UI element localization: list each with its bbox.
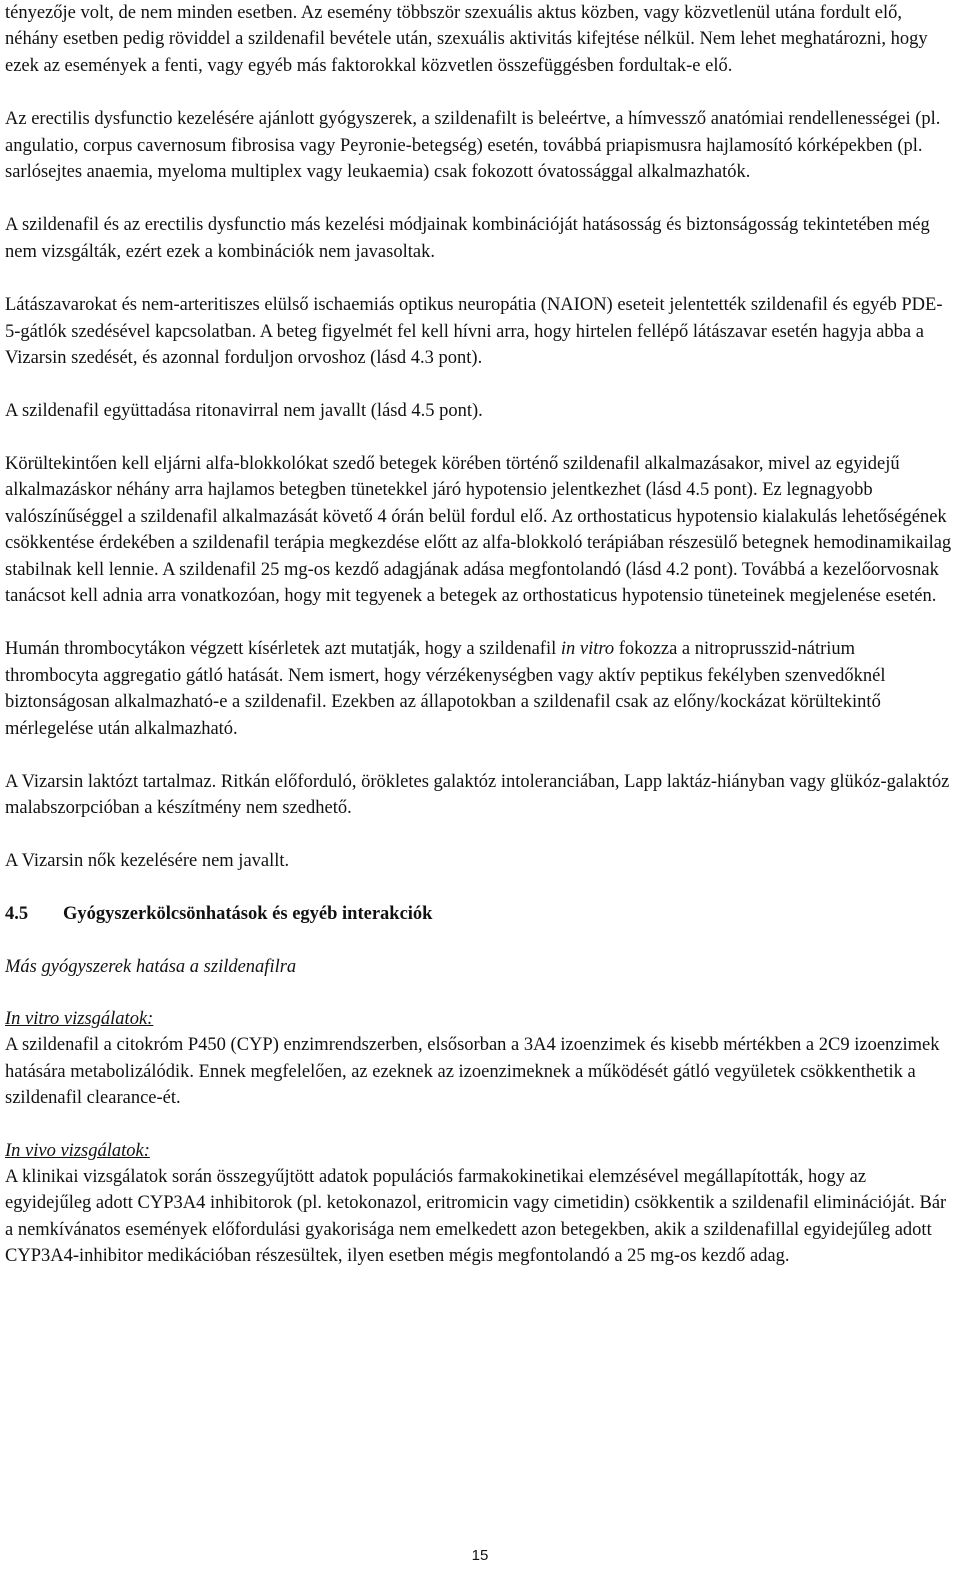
in-vivo-block (5, 1138, 953, 1270)
paragraph-alpha-blockers: Körültekintően kell eljárni alfa-blokkolókat szedő betegek körében történő szildenafil alkalmazásakor, mivel az egyidejű alkalmazáskor néhány arra hajlamos betegben tünetekkel járó hypotensio jelentkezhet (lásd 4.5 pont). Ez legnagyobb valószínűséggel a szildenafil alkalmazását követő 4 órán belül fordul elő. Az orthostaticus hypotensio kialakulás lehetőségének csökkentése érdekében a szildenafil terápia megkezdése előtt az alfa-blokkoló terápiában részesülő betegnek hemodinamikailag stabilnak kell lennie. A szildenafil 25 mg-os kezdő adagjának adása megfontolandó (lásd 4.2 pont). Továbbá a kezelőorvosnak tanácsot kell adnia arra vonatkozóan, hogy mit tegyenek a betegek az orthostaticus hypotensio tüneteinek megjelenése esetén. (5, 453, 952, 606)
section-heading (5, 901, 953, 927)
in-vitro-italic: in vitro (560, 639, 615, 660)
paragraph-thrombocytes (5, 636, 953, 742)
in-vitro-block (5, 1006, 953, 1112)
in-vivo-label: In vivo vizsgálatok: (5, 1140, 150, 1161)
paragraph-women: A Vizarsin nők kezelésére nem javallt. (5, 850, 290, 871)
paragraph-serious-events: tényezője volt, de nem minden esetben. Az esemény többször szexuális aktus közben, vagy közvetlenül utána fordult elő, néhány esetben pedig röviddel a szildenafil bevétele után, szexuális aktivitás kifejtése nélkül. Nem lehet meghatározni, hogy ezek az események a fenti, vagy egyéb más faktorokkal közvetlen összefüggésben fordultak-e elő. (5, 3, 928, 76)
in-vivo-text: A klinikai vizsgálatok során összegyűjtött adatok populációs farmakokinetikai elemzésével megállapították, hogy az egyidejűleg adott CYP3A4 inhibitorok (pl. ketokonazol, eritromicin vagy cimetidin) csökkentik a szildenafil eliminációját. Bár a nemkívánatos események előfordulási gyakorisága nem emelkedett azon betegekben, akik a szildenafillal egyidejűleg adott CYP3A4-inhibitor medikációban részesültek, ilyen esetben mégis megfontolandó a 25 mg-os kezdő adag. (5, 1167, 947, 1267)
paragraph-anatomical-caution: Az erectilis dysfunctio kezelésére ajánlott gyógyszerek, a szildenafilt is beleértve, a hímvessző anatómiai rendellenességei (pl. angulatio, corpus cavernosum fibrosisa vagy Peyronie-betegség) esetén, továbbá priapismusra hajlamosító kórképekben (pl. sarlósejtes anaemia, myeloma multiplex vagy leukaemia) csak fokozott óvatossággal alkalmazhatók. (5, 109, 941, 183)
in-vitro-label: In vitro vizsgálatok: (5, 1008, 154, 1029)
thrombocytes-text-after: fokozza a nitroprusszid-nátrium thrombocyta aggregatio gátló hatását. Nem ismert, hogy vérzékenységben vagy aktív peptikus fekélyben szenvedőknél biztonságosan alkalmazható-e a szildenafil. Ezekben az állapotokban a szildenafil csak az előny/kockázat körültekintő mérlegelése után alkalmazható. (5, 639, 886, 739)
in-vitro-text: A szildenafil a citokróm P450 (CYP) enzimrendszerben, elsősorban a 3A4 izoenzimek és kisebb mértékben a 2C9 izoenzimek hatására metabolizálódik. Ennek megfelelően, az ezeknek az izoenzimeknek a működését gátló vegyületek csökkenthetik a szildenafil clearance-ét. (5, 1035, 940, 1109)
page-number: 15 (471, 1547, 489, 1564)
paragraph-ritonavir: A szildenafil együttadása ritonavirral nem javallt (lásd 4.5 pont). (5, 401, 483, 422)
section-title: Gyógyszerkölcsönhatások és egyéb interakciók (63, 904, 433, 925)
thrombocytes-text-before: Humán thrombocytákon végzett kísérletek azt mutatják, hogy a szildenafil (5, 639, 561, 660)
paragraph-combination-therapy: A szildenafil és az erectilis dysfunctio más kezelési módjainak kombinációját hatásosság és biztonságosság tekintetében még nem vizsgálták, ezért ezek a kombinációk nem javasoltak. (5, 215, 930, 262)
subsection-title: Más gyógyszerek hatása a szildenafilra (5, 956, 297, 977)
paragraph-lactose: A Vizarsin laktózt tartalmaz. Ritkán előforduló, örökletes galaktóz intoleranciában, Lapp laktáz-hiányban vagy glükóz-galaktóz malabszorpcióban a készítmény nem szedhető. (5, 771, 950, 819)
document-page (5, 0, 953, 1270)
section-number: 4.5 (5, 904, 29, 925)
paragraph-naion-warning: Látászavarokat és nem-arteritiszes elülső ischaemiás optikus neuropátia (NAION) eseteit jelentették szildenafil és egyéb PDE-5-gátlók szedésével kapcsolatban. A beteg figyelmét fel kell hívni arra, hogy hirtelen fellépő látászavar esetén hagyja abba a Vizarsin szedését, és azonnal forduljon orvoshoz (lásd 4.3 pont). (5, 295, 943, 369)
